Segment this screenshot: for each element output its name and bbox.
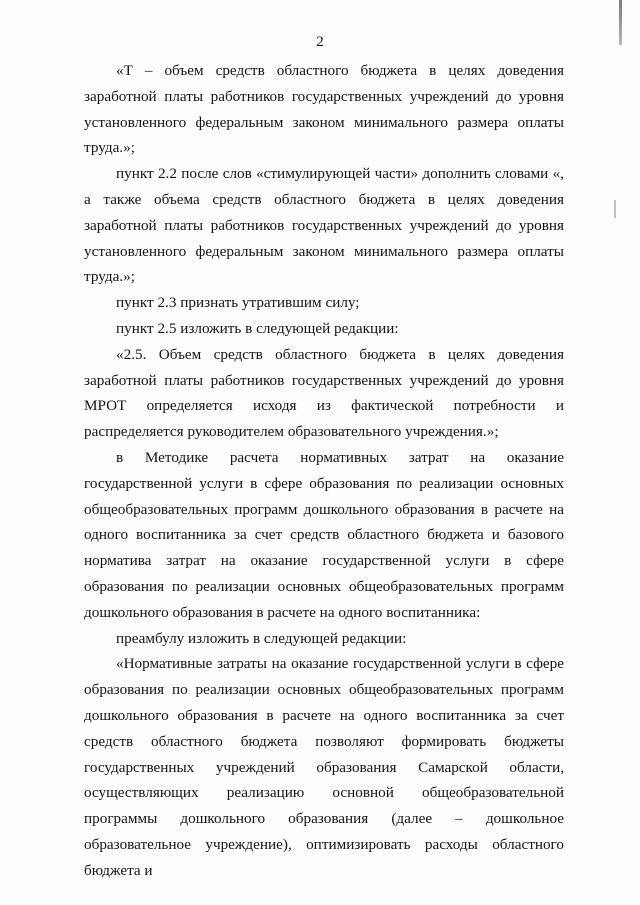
paragraph-t-definition: «Т – объем средств областного бюджета в целях доведения заработной платы работников государственных учреждений до уровня установленного федеральным законом минимального размера оплаты труда.»; xyxy=(84,62,564,157)
paragraph-methodology: в Методике расчета нормативных затрат на оказание государственной услуги в сфере образования по реализации основных общеобразовательных программ дошкольного образования в расчете на одного воспитанника за счет средств областного бюджета и базового норматива затрат на оказание государственной услуги в сфере образования по реализации основных общеобразовательных программ дошкольного образования в расчете на одного воспитанника: xyxy=(84,448,564,621)
paragraph-clause-2-5-intro: пункт 2.5 изложить в следующей редакции: xyxy=(116,319,399,337)
scan-artifact xyxy=(614,200,616,218)
document-body xyxy=(84,58,564,884)
paragraph-preamble-text: «Нормативные затраты на оказание государственной услуги в сфере образования по реализации основных общеобразовательных программ дошкольного образования в расчете на одного воспитанника за счет средств областного бюджета позволяют формировать бюджеты государственных учреждений образования Самарской области, осуществляющих реализацию основной общеобразовательной программы дошкольного образования (далее – дошкольное образовательное учреждение), оптимизировать расходы областного бюджета и xyxy=(84,655,564,879)
paragraph-clause-2-2: пункт 2.2 после слов «стимулирующей части» дополнить словами «, а также объема средств областного бюджета в целях доведения заработной платы работников государственных учреждений до уровня установленного федеральным законом минимального размера оплаты труда.»; xyxy=(84,165,564,286)
paragraph-preamble-intro: преамбулу изложить в следующей редакции: xyxy=(116,629,407,647)
page-number: 2 xyxy=(316,34,324,50)
paragraph-clause-2-5-text: «2.5. Объем средств областного бюджета в целях доведения заработной платы работников государственных учреждений до уровня МРОТ определяется исходя из фактической потребности и распределяется руководителем образовательного учреждения.»; xyxy=(84,345,564,441)
paragraph-clause-2-3: пункт 2.3 признать утратившим силу; xyxy=(116,294,360,312)
